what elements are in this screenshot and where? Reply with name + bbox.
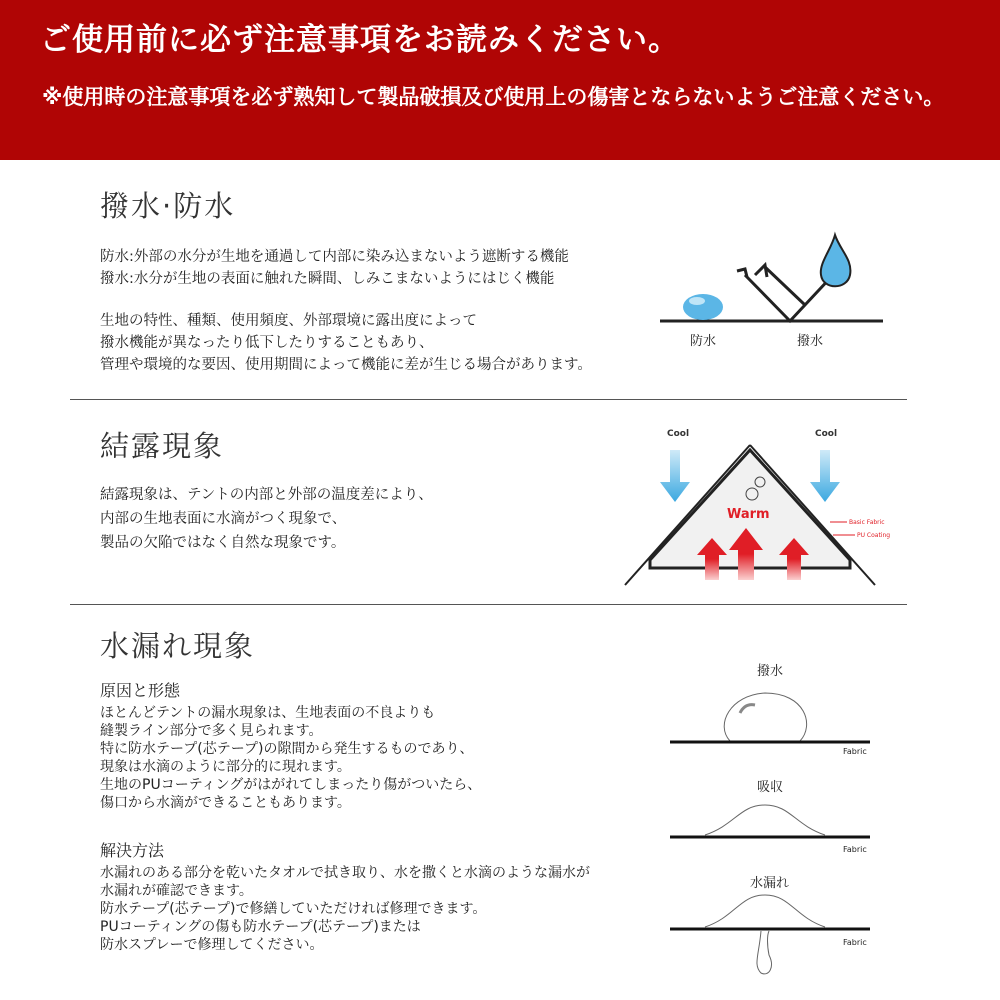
text-line: 水漏れのある部分を乾いたタオルで拭き取り、水を撒くと水滴のような漏水が bbox=[100, 865, 590, 881]
water-repellent-diagram bbox=[655, 225, 895, 355]
water-leak-diagram bbox=[665, 655, 885, 985]
header-note: ※使用時の注意事項を必ず熟知して製品破損及び使用上の傷害とならないようご注意ください。 bbox=[42, 85, 945, 109]
label-fabric: Fabric bbox=[843, 845, 867, 854]
text-line: 撥水:水分が生地の表面に触れた瞬間、しみこまないようにはじく機能 bbox=[100, 271, 555, 287]
text-line: 製品の欠陥ではなく自然な現象です。 bbox=[100, 535, 346, 551]
text-line: 縫製ライン部分で多く見られます。 bbox=[100, 723, 323, 739]
solution-title: 解決方法 bbox=[100, 841, 165, 860]
label-cool-right: Cool bbox=[815, 429, 838, 439]
text-line: 内部の生地表面に水滴がつく現象で、 bbox=[100, 511, 347, 527]
section-title-water-leak: 水漏れ現象 bbox=[100, 629, 256, 663]
text-line: 生地のPUコーティングがはがれてしまったり傷がついたら、 bbox=[100, 777, 482, 793]
section-divider bbox=[70, 399, 907, 400]
label-basic-fabric: Basic Fabric bbox=[849, 519, 885, 526]
label-fabric: Fabric bbox=[843, 747, 867, 756]
text-line: 管理や環境的な要因、使用期間によって機能に差が生じる場合があります。 bbox=[100, 357, 592, 373]
text-line: 撥水機能が異なったり低下したりすることもあり、 bbox=[100, 335, 434, 351]
text-line: PUコーティングの傷も防水テープ(芯テープ)または bbox=[100, 919, 421, 935]
cause-block bbox=[100, 682, 481, 812]
text-line: 防水:外部の水分が生地を通過して内部に染み込まないよう遮断する機能 bbox=[100, 249, 569, 265]
water-repellent-notes bbox=[100, 310, 592, 376]
label-fabric: Fabric bbox=[843, 938, 867, 947]
warning-header bbox=[0, 0, 1000, 160]
text-line: 生地の特性、種類、使用頻度、外部環境に露出度によって bbox=[100, 313, 477, 329]
solution-block bbox=[100, 842, 590, 954]
section-divider bbox=[70, 604, 907, 605]
text-line: 現象は水滴のように部分的に現れます。 bbox=[100, 759, 351, 775]
header-title: ご使用前に必ず注意事項をお読みください。 bbox=[40, 22, 680, 58]
text-line: 水漏れが確認できます。 bbox=[100, 883, 253, 899]
label-repel: 撥水 bbox=[757, 664, 784, 679]
label-cool-left: Cool bbox=[667, 429, 690, 439]
text-line: 傷口から水滴ができることもあります。 bbox=[100, 795, 351, 811]
text-line: ほとんどテントの漏水現象は、生地表面の不良よりも bbox=[100, 705, 436, 721]
condensation-diagram bbox=[615, 420, 895, 600]
text-line: 特に防水テープ(芯テープ)の隙間から発生するものであり、 bbox=[100, 741, 474, 757]
section-title-water-repellent: 撥水·防水 bbox=[100, 189, 236, 223]
water-repellent-definitions bbox=[100, 246, 569, 290]
section-title-condensation: 結露現象 bbox=[100, 429, 225, 463]
label-absorb: 吸収 bbox=[757, 780, 784, 795]
text-line: 防水テープ(芯テープ)で修繕していただければ修理できます。 bbox=[100, 901, 487, 917]
condensation-text bbox=[100, 484, 433, 556]
label-leak: 水漏れ bbox=[750, 876, 790, 891]
cause-title: 原因と形態 bbox=[100, 681, 181, 700]
label-water-repellent: 撥水 bbox=[797, 334, 824, 349]
label-pu-coating: PU Coating bbox=[857, 532, 891, 539]
label-waterproof: 防水 bbox=[690, 334, 717, 349]
label-warm: Warm bbox=[727, 507, 770, 522]
text-line: 結露現象は、テントの内部と外部の温度差により、 bbox=[100, 487, 433, 503]
text-line: 防水スプレーで修理してください。 bbox=[100, 937, 324, 953]
